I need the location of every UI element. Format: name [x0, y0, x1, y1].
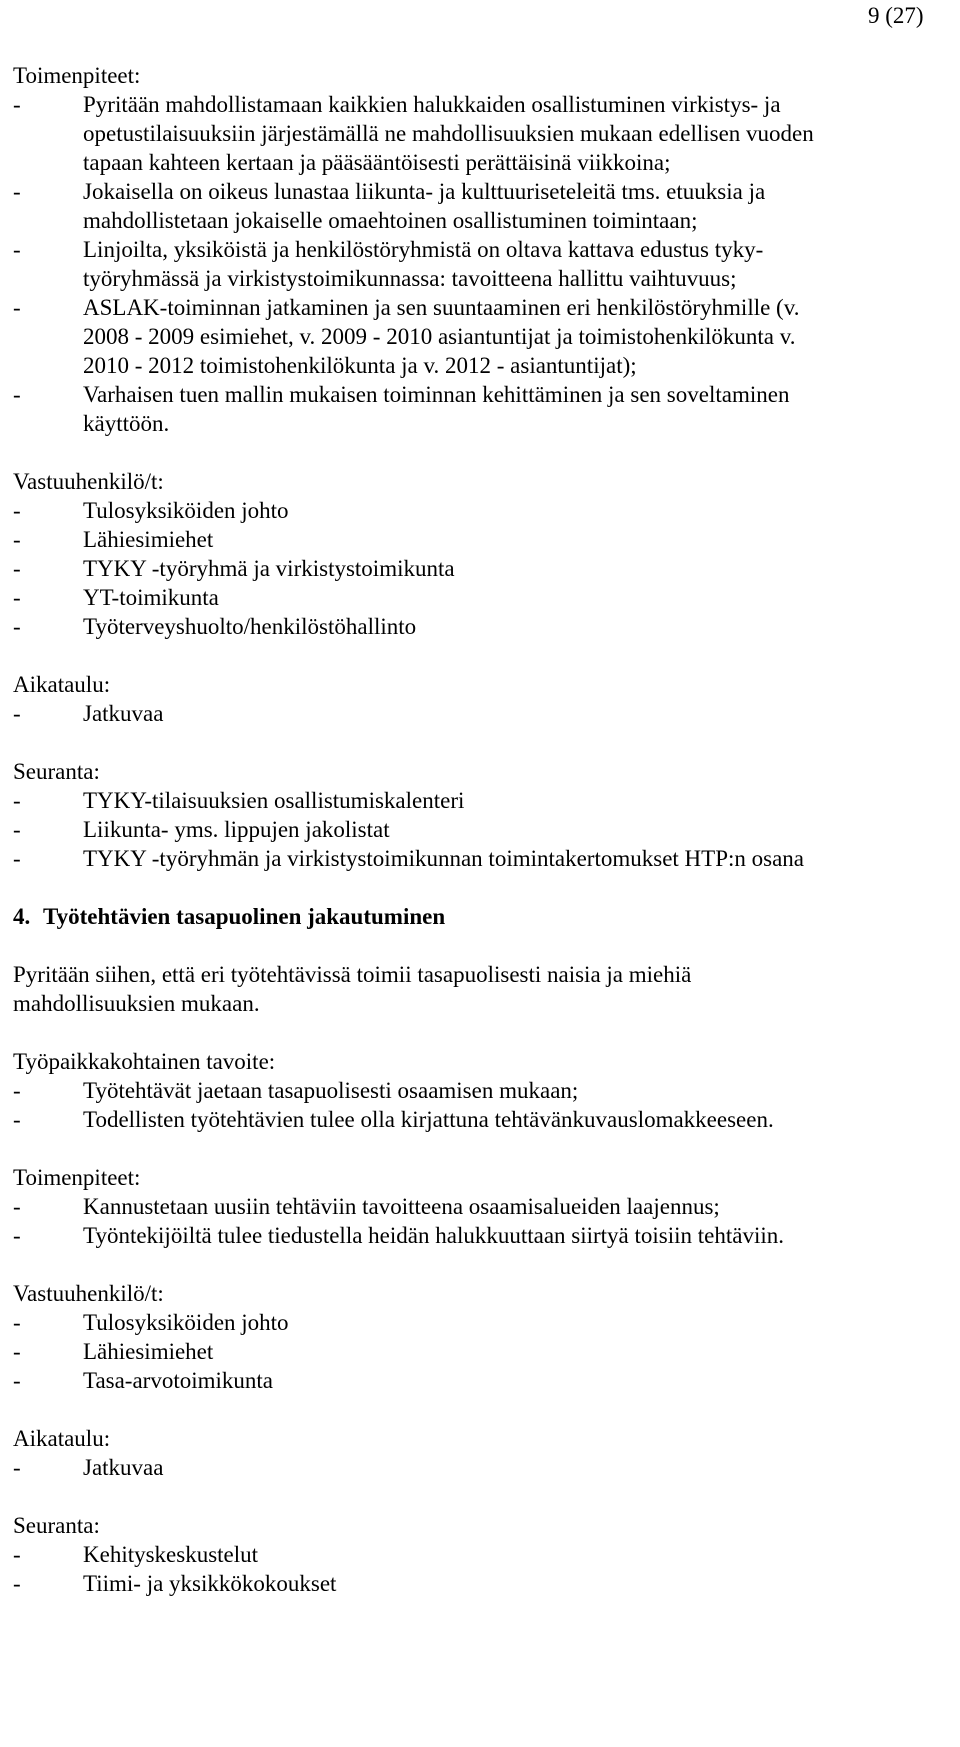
block2-item-2-text: TYKY -työryhmä ja virkistystoimikunta [83, 556, 455, 581]
block3-item-0-text: Jatkuvaa [83, 701, 164, 726]
bullet-dash: - [13, 295, 21, 320]
block1-item-3-line-1: 2008 - 2009 esimiehet, v. 2009 - 2010 asiantuntijat ja toimistohenkilökunta v. [83, 324, 796, 349]
section-heading [13, 901, 445, 933]
bullet-dash: - [13, 817, 21, 842]
block1-item-0-line-1: opetustilaisuuksiin järjestämällä ne mahdollisuuksien mukaan edellisen vuoden [83, 121, 814, 146]
block1-item-0-line-2: tapaan kahteen kertaan ja pääsääntöisesti perättäisinä viikkoina; [83, 150, 671, 175]
block7-item-1-text: Lähiesimiehet [83, 1339, 214, 1364]
bullet-dash: - [13, 701, 21, 726]
block4-item-2-text: TYKY -työryhmän ja virkistystoimikunnan toimintakertomukset HTP:n osana [83, 846, 804, 871]
block2-item-4-text: Työterveyshuolto/henkilöstöhallinto [83, 614, 417, 639]
bullet-dash: - [13, 846, 21, 871]
bullet-dash: - [13, 1542, 21, 1567]
block1-item-2-line-0: Linjoilta, yksiköistä ja henkilöstöryhmistä on oltava kattava edustus tyky- [83, 237, 764, 262]
block1-item-4-line-0: Varhaisen tuen mallin mukaisen toiminnan kehittäminen ja sen soveltaminen [83, 382, 790, 407]
bullet-dash: - [13, 1571, 21, 1596]
section-title: Työtehtävien tasapuolinen jakautuminen [43, 904, 446, 929]
bullet-dash: - [13, 1078, 21, 1103]
block2-item-0-text: Tulosyksiköiden johto [83, 498, 289, 523]
block6-label: Toimenpiteet: [13, 1165, 141, 1190]
block6-item-1-text: Työntekijöiltä tulee tiedustella heidän halukkuuttaan siirtyä toisiin tehtäviin. [83, 1223, 785, 1248]
block8-item-0-text: Jatkuvaa [83, 1455, 164, 1480]
block4-item-0-text: TYKY-tilaisuuksien osallistumiskalenteri [83, 788, 465, 813]
block6-item-0-text: Kannustetaan uusiin tehtäviin tavoitteena osaamisalueiden laajennus; [83, 1194, 720, 1219]
bullet-dash: - [13, 614, 21, 639]
block1-label: Toimenpiteet: [13, 63, 141, 88]
block1-item-2-line-1: työryhmässä ja virkistystoimikunnassa: tavoitteena hallittu vaihtuvuus; [83, 266, 737, 291]
block9-label: Seuranta: [13, 1513, 100, 1538]
block3-label: Aikataulu: [13, 672, 111, 697]
bullet-dash: - [13, 1107, 21, 1132]
section-intro-line-1: mahdollisuuksien mukaan. [13, 991, 260, 1016]
bullet-dash: - [13, 788, 21, 813]
block2-item-1-text: Lähiesimiehet [83, 527, 214, 552]
bullet-dash: - [13, 179, 21, 204]
block1-item-0-line-0: Pyritään mahdollistamaan kaikkien halukkaiden osallistuminen virkistys- ja [83, 92, 781, 117]
block5-item-1-text: Todellisten työtehtävien tulee olla kirjattuna tehtävänkuvauslomakkeeseen. [83, 1107, 774, 1132]
block1-item-3-line-0: ASLAK-toiminnan jatkaminen ja sen suuntaaminen eri henkilöstöryhmille (v. [83, 295, 800, 320]
bullet-dash: - [13, 556, 21, 581]
bullet-dash: - [13, 382, 21, 407]
block4-label: Seuranta: [13, 759, 100, 784]
block1-item-1-line-1: mahdollistetaan jokaiselle omaehtoinen osallistuminen toimintaan; [83, 208, 698, 233]
block1-item-3-line-2: 2010 - 2012 toimistohenkilökunta ja v. 2012 - asiantuntijat); [83, 353, 637, 378]
bullet-dash: - [13, 1455, 21, 1480]
section-intro-line-0: Pyritään siihen, että eri työtehtävissä toimii tasapuolisesti naisia ja miehiä [13, 962, 692, 987]
block4-item-1-text: Liikunta- yms. lippujen jakolistat [83, 817, 390, 842]
block7-item-2-text: Tasa-arvotoimikunta [83, 1368, 273, 1393]
bullet-dash: - [13, 1339, 21, 1364]
block5-item-0-text: Työtehtävät jaetaan tasapuolisesti osaamisen mukaan; [83, 1078, 579, 1103]
page-number: 9 (27) [868, 3, 924, 28]
block5-label: Työpaikkakohtainen tavoite: [13, 1049, 276, 1074]
bullet-dash: - [13, 1223, 21, 1248]
block9-item-0-text: Kehityskeskustelut [83, 1542, 259, 1567]
block2-label: Vastuuhenkilö/t: [13, 469, 164, 494]
bullet-dash: - [13, 1310, 21, 1335]
section-number: 4. [13, 904, 31, 929]
bullet-dash: - [13, 92, 21, 117]
block9-item-1-text: Tiimi- ja yksikkökokoukset [83, 1571, 337, 1596]
bullet-dash: - [13, 237, 21, 262]
block1-item-4-line-1: käyttöön. [83, 411, 170, 436]
bullet-dash: - [13, 1368, 21, 1393]
bullet-dash: - [13, 585, 21, 610]
block2-item-3-text: YT-toimikunta [83, 585, 219, 610]
bullet-dash: - [13, 527, 21, 552]
bullet-dash: - [13, 498, 21, 523]
block8-label: Aikataulu: [13, 1426, 111, 1451]
block7-label: Vastuuhenkilö/t: [13, 1281, 164, 1306]
bullet-dash: - [13, 1194, 21, 1219]
block1-item-1-line-0: Jokaisella on oikeus lunastaa liikunta- ja kulttuuriseteleitä tms. etuuksia ja [83, 179, 766, 204]
block7-item-0-text: Tulosyksiköiden johto [83, 1310, 289, 1335]
